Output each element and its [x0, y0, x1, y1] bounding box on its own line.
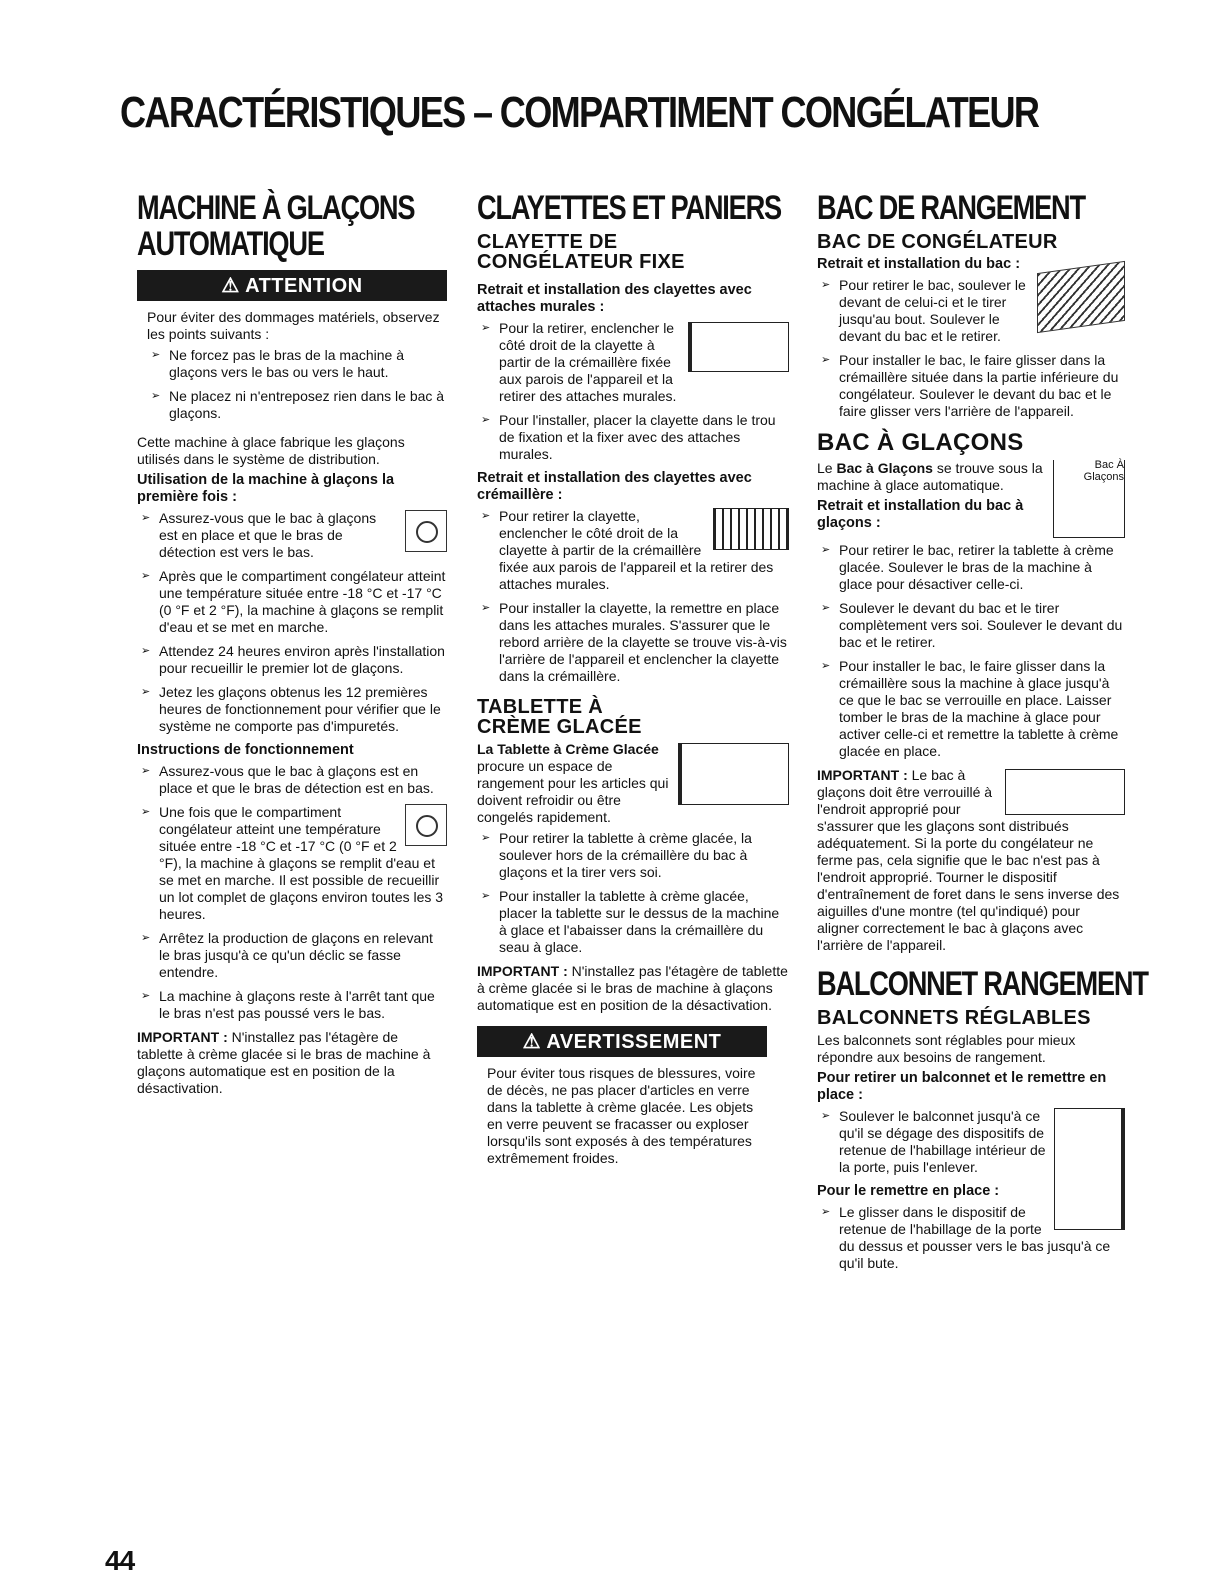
- wall-shelf-list: [477, 320, 789, 463]
- attention-banner: ⚠ ATTENTION: [137, 270, 447, 301]
- list-item: ➢ Pour retirer la tablette à crème glacée, la soulever hors de la crémaillère du bac à glaçons et la tirer vers soi.: [477, 830, 789, 881]
- ice-maker-figure: [405, 804, 447, 846]
- important-note: IMPORTANT : N'installez pas l'étagère de tablette à crème glacée si le bras de machine à glaçons automatique est en position de la désactivation.: [137, 1029, 431, 1096]
- list-item: ➢ Pour installer le bac, le faire glisser dans la crémaillère sous la machine à glace jusqu'à ce que le bac se verrouille en place. Laisser tomber le bras de la machine à glace pour activer celle-ci et remettre la tablette à crème glacée en place.: [817, 658, 1125, 760]
- icecream-shelf-title: TABLETTE À CRÈME GLACÉE: [477, 696, 642, 738]
- ice-bin-title: BAC À GLAÇONS: [817, 429, 1024, 456]
- list-item: ➢ Attendez 24 heures environ après l'installation pour recueillir le premier lot de glaçons.: [137, 643, 447, 677]
- attention-intro: Pour éviter des dommages matériels, observez les points suivants :: [147, 309, 440, 342]
- icecream-shelf-figure: [678, 743, 789, 805]
- icecream-list: [477, 830, 789, 956]
- page-number: 44: [105, 1545, 135, 1576]
- list-item: ➢ Pour retirer le bac, retirer la tablette à crème glacée. Soulever le bras de la machine à glace pour désactiver celle-ci.: [817, 542, 1125, 593]
- basket-figure: [1037, 261, 1125, 333]
- ice-bin-list: [817, 542, 1125, 760]
- balcony-intro: Les balconnets sont réglables pour mieux répondre aux besoins de rangement.: [817, 1032, 1076, 1065]
- list-item: ➢ Pour retirer le bac, soulever le devant de celui-ci et le tirer jusqu'au bout. Soulever le devant du bac et le retirer.: [817, 277, 1125, 345]
- list-item: ➢ Pour installer la tablette à crème glacée, placer la tablette sur le dessus de la machine à glace et l'abaisser dans la crémaillère du seau à glace.: [477, 888, 789, 956]
- fixed-shelf-title: CLAYETTE DE CONGÉLATEUR FIXE: [477, 231, 685, 273]
- ice-bin-intro: Bac À Glaçons Le Bac à Glaçons se trouve sous la machine à glace automatique.: [817, 460, 1125, 494]
- page-title: CARACTÉRISTIQUES – COMPARTIMENT CONGÉLATEUR: [120, 88, 1039, 137]
- list-item: ➢ La machine à glaçons reste à l'arrêt tant que le bras n'est pas poussé vers le bas.: [137, 988, 447, 1022]
- list-item: ➢ Pour la retirer, enclencher le côté droit de la clayette à partir de la crémaillère fixée aux parois de l'appareil et la retirer des attaches murales.: [477, 320, 789, 405]
- freezer-bin-list: [817, 277, 1125, 420]
- list-item: ➢ Soulever le balconnet jusqu'à ce qu'il se dégage des dispositifs de retenue de l'habillage intérieur de la porte, puis l'enlever.: [817, 1108, 1125, 1176]
- freezer-bin-title: BAC DE CONGÉLATEUR: [817, 231, 1058, 253]
- warning-text: Pour éviter tous risques de blessures, voire de décès, ne pas placer d'articles en verre dans la tablette à crème glacée. Les objets en verre peuvent se fracasser ou exploser lorsqu'ils sont exposés à des températures extrêmement froides.: [487, 1065, 756, 1166]
- ice-bin-sensor-figure: [405, 510, 447, 552]
- list-item: ➢ Après que le compartiment congélateur atteint une température située entre -18 °C et -17 °C (0 °F et 2 °F), la machine à glaçons se remplit d'eau et se met en marche.: [137, 568, 447, 636]
- list-item: ➢ Une fois que le compartiment congélateur atteint une température située entre -18 °C et -17 °C (0 °F et 2 °F), la machine à glaçons se remplit d'eau et se met en marche. Il est possible de recueillir un lot complet de glaçons environ toutes les 3 heures.: [137, 804, 447, 923]
- list-item: ➢ Assurez-vous que le bac à glaçons est en place et que le bras de détection est en bas.: [137, 763, 447, 797]
- important-note: IMPORTANT : N'installez pas l'étagère de tablette à crème glacée si le bras de machine à glaçons automatique est en position de la désactivation.: [477, 963, 788, 1013]
- balcony-remove-heading: Pour retirer un balconnet et le remettre en place :: [817, 1070, 1107, 1103]
- balcony-title: BALCONNETS RÉGLABLES: [817, 1007, 1091, 1029]
- operating-heading: Instructions de fonctionnement: [137, 742, 354, 758]
- icecream-intro: La Tablette à Crème Glacée procure un espace de rangement pour les articles qui doivent refroidir ou être congelés rapidement.: [477, 741, 789, 826]
- ice-bin-figure-label: Bac À Glaçons: [1054, 459, 1124, 483]
- list-item: ➢ Jetez les glaçons obtenus les 12 premières heures de fonctionnement pour vérifier que le système ne comporte pas d'impuretés.: [137, 684, 447, 735]
- warning-banner: ⚠ AVERTISSEMENT: [477, 1026, 767, 1057]
- balcony-replace-list: [817, 1204, 1125, 1272]
- rack-shelf-heading: Retrait et installation des clayettes avec crémaillère :: [477, 470, 752, 503]
- auger-figure: [1005, 769, 1125, 815]
- section-title-storage: BAC DE RANGEMENT: [817, 189, 1085, 227]
- section-title-shelves: CLAYETTES ET PANIERS: [477, 189, 781, 227]
- list-item: ➢ Soulever le devant du bac et le tirer complètement vers soi. Soulever le devant du bac et le retirer.: [817, 600, 1125, 651]
- ice-bin-heading: Retrait et installation du bac à glaçons :: [817, 498, 1024, 531]
- balcony-replace-heading: Pour le remettre en place :: [817, 1183, 1000, 1199]
- ice-maker-intro: Cette machine à glace fabrique les glaçons utilisés dans le système de distribution.: [137, 434, 405, 467]
- shelf-figure: [688, 322, 789, 372]
- freezer-bin-heading: Retrait et installation du bac :: [817, 256, 1021, 272]
- important-note: IMPORTANT : Le bac à glaçons doit être verrouillé à l'endroit approprié pour s'assurer que les glaçons sont distribués adéquatement. Si la porte du congélateur ne ferme pas, cela signifie que le bac n'est pas à l'endroit approprié. Tourner le dispositif d'entraînement de foret dans le sens inverse des aiguilles d'une montre (tel qu'indiqué) pour aligner correctement le bac à glaçons avec l'arrière de l'appareil.: [817, 767, 1125, 954]
- list-item: ➢ Assurez-vous que le bac à glaçons est en place et que le bras de détection est vers le bas.: [137, 510, 447, 561]
- ice-bin-figure: [1053, 460, 1125, 538]
- column-ice-maker: [137, 190, 447, 1097]
- list-item: ➢ Pour installer la clayette, la remettre en place dans les attaches murales. S'assurer que le rebord arrière de la clayette se trouve vis-à-vis l'arrière de l'appareil et enclencher la clayette dans la crémaillère.: [477, 600, 789, 685]
- rack-shelf-list: [477, 508, 789, 685]
- balcony-remove-list: [817, 1108, 1125, 1176]
- section-title-balcony: BALCONNET RANGEMENT: [817, 965, 1148, 1003]
- column-shelves: [477, 190, 789, 1167]
- operating-list: [137, 763, 447, 1022]
- wall-shelf-heading: Retrait et installation des clayettes avec attaches murales :: [477, 282, 752, 315]
- list-item: ➢ Pour l'installer, placer la clayette dans le trou de fixation et la fixer avec des attaches murales.: [477, 412, 789, 463]
- list-item: ➢ Ne forcez pas le bras de la machine à glaçons vers le bas ou vers le haut.: [147, 347, 447, 381]
- column-storage-bins: [817, 189, 1148, 1279]
- list-item: ➢ Le glisser dans le dispositif de retenue de l'habillage de la porte du dessus et pousser vers le bas jusqu'à ce qu'il bute.: [817, 1204, 1125, 1272]
- list-item: ➢ Ne placez ni n'entreposez rien dans le bac à glaçons.: [147, 388, 447, 422]
- list-item: ➢ Pour installer le bac, le faire glisser dans la crémaillère située dans la partie inférieure du congélateur. Soulever le devant du bac et le faire glisser vers l'arrière de l'appareil.: [817, 352, 1125, 420]
- section-title-ice-maker: MACHINE À GLAÇONS AUTOMATIQUE: [137, 189, 415, 263]
- rack-shelf-figure: [713, 508, 789, 550]
- first-use-list: [137, 510, 447, 735]
- list-item: ➢ Arrêtez la production de glaçons en relevant le bras jusqu'à ce qu'un déclic se fasse entendre.: [137, 930, 447, 981]
- list-item: ➢ Pour retirer la clayette, enclencher le côté droit de la clayette à partir de la crémaillère fixée aux parois de l'appareil et la retirer des attaches murales.: [477, 508, 789, 593]
- first-use-heading: Utilisation de la machine à glaçons la première fois :: [137, 472, 395, 505]
- attention-list: [147, 347, 447, 422]
